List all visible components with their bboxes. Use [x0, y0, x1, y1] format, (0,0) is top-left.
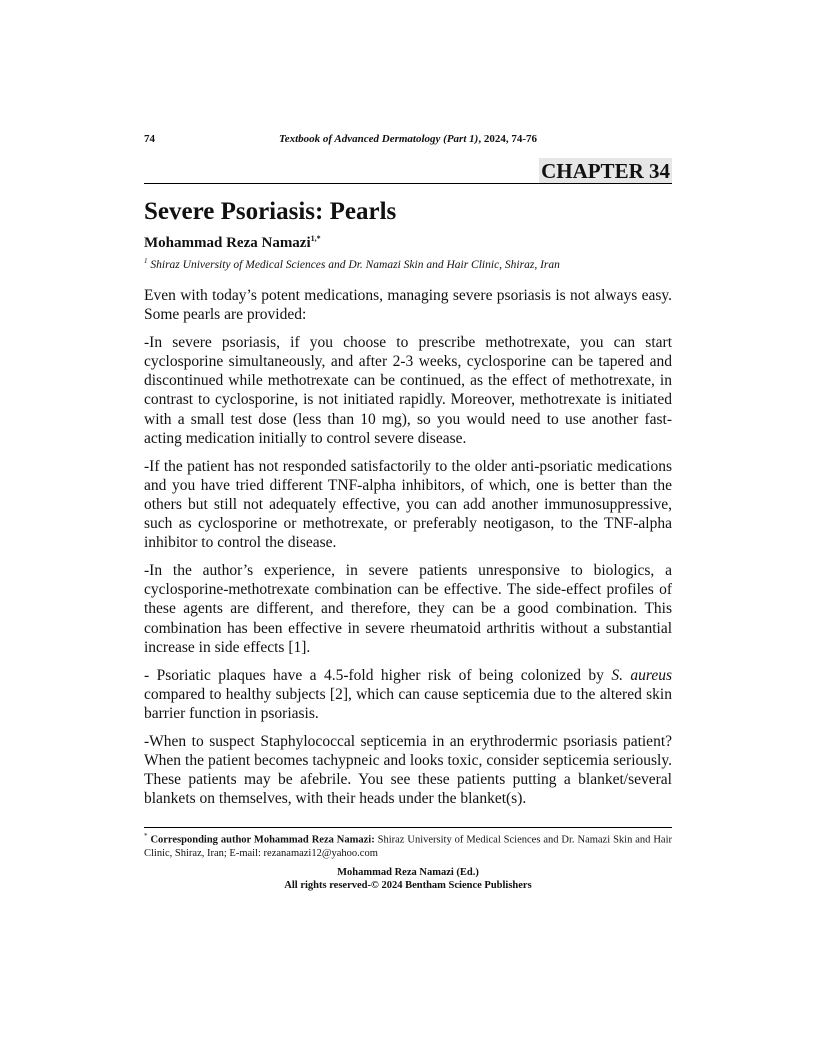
footnote-marker: * — [144, 832, 148, 840]
paragraph — [144, 666, 672, 723]
paragraph: -In severe psoriasis, if you choose to prescribe methotrexate, you can start cyclosporine simultaneously, and after 2-3 weeks, cyclosporine can be tapered and discontinued while methotrexate can be continued, as the effect of methotrexate, in contrast to cyclosporine, is not initiated rapidly. Moreover, methotrexate is initiated with a small test dose (less than 10 mg), so you would need to use another fast-acting medication initially to control severe disease. — [144, 334, 672, 447]
footnote-label: Corresponding author Mohammad Reza Namazi: — [150, 834, 375, 846]
author-text: Mohammad Reza Namazi — [144, 235, 311, 251]
author-name — [144, 234, 321, 252]
affiliation — [144, 257, 560, 271]
book-title: Textbook of Advanced Dermatology (Part 1) — [279, 133, 479, 145]
footnote — [144, 830, 672, 861]
paragraph: Even with today’s potent medications, managing severe psoriasis is not always easy. Some pearls are provided: — [144, 287, 672, 324]
species-name: S. aureus — [611, 666, 673, 684]
paragraph: -If the patient has not responded satisfactorily to the older anti-psoriatic medications and you have tried different TNF-alpha inhibitors, of which, one is better than the others but still not adequately effective, you can add another immunosuppressive, such as cyclosporine or methotrexate, or preferably neotigason, to the TNF-alpha inhibitor to control the disease. — [144, 457, 672, 552]
body-text — [144, 286, 672, 817]
rights-line: All rights reserved-© 2024 Bentham Science Publishers — [284, 880, 532, 891]
book-info: , 2024, 74-76 — [478, 133, 537, 145]
footnote-divider — [144, 827, 672, 828]
paragraph: -When to suspect Staphylococcal septicemia in an erythrodermic psoriasis patient? When the patient becomes tachypneic and looks toxic, consider septicemia seriously. These patients may be afebrile. You see these patients putting a blanket/several blankets on themselves, with their heads under the blanket(s). — [144, 732, 672, 808]
publisher-info — [144, 866, 672, 892]
header-divider — [144, 183, 672, 184]
affiliation-text: Shiraz University of Medical Sciences and Dr. Namazi Skin and Hair Clinic, Shiraz, Iran — [150, 258, 560, 271]
footnote-text: Shiraz University of Medical Sciences and Dr. Namazi Skin and Hair Clinic, Shiraz, Iran; E-mail: rezanamazi12@yahoo.com — [144, 834, 673, 859]
paragraph-text: compared to healthy subjects [2], which can cause septicemia due to the altered skin barrier function in psoriasis. — [144, 685, 672, 722]
page-number: 74 — [144, 133, 155, 145]
paragraph: -In the author’s experience, in severe patients unresponsive to biologics, a cyclosporine-methotrexate combination can be effective. The side-effect profiles of these agents are different, and therefore, they can be a good combination. This combination has been effective in severe rheumatoid arthritis without a substantial increase in side effects [1]. — [144, 562, 672, 656]
editor-line: Mohammad Reza Namazi (Ed.) — [337, 867, 479, 878]
affiliation-superscript: 1 — [144, 257, 148, 265]
chapter-label: CHAPTER 34 — [541, 159, 670, 183]
author-superscript: 1,* — [310, 234, 321, 243]
running-header — [144, 133, 672, 145]
paragraph-text: - Psoriatic plaques have a 4.5-fold higher risk of being colonized by — [144, 666, 612, 684]
article-title: Severe Psoriasis: Pearls — [144, 198, 397, 225]
